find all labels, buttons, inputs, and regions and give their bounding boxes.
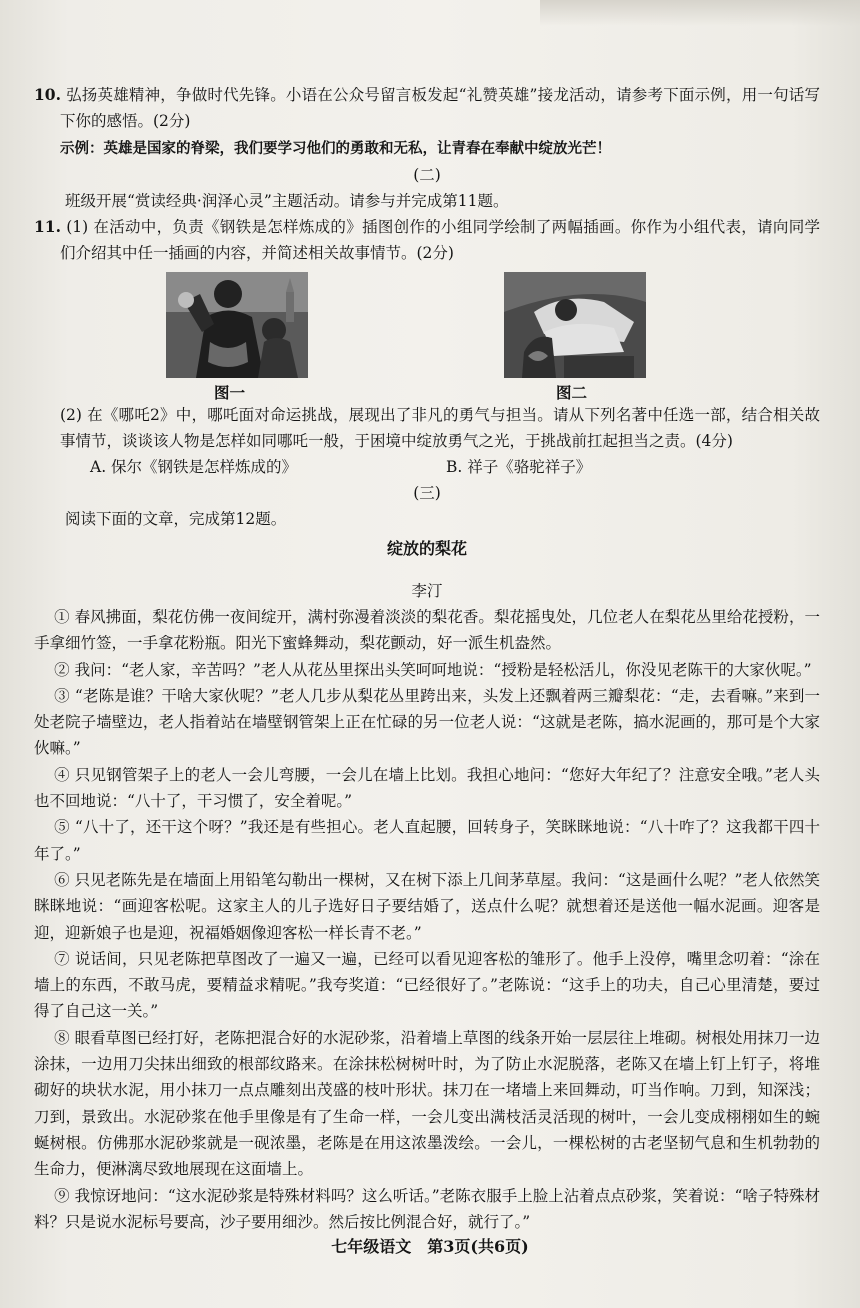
section-3-intro: 阅读下面的文章，完成第12题。	[65, 510, 287, 528]
section-2-intro: 班级开展“赏读经典·润泽心灵”主题活动。请参与并完成第11题。	[65, 192, 509, 210]
question-11-number: 11.	[34, 217, 61, 236]
article-author: 李汀	[411, 582, 443, 600]
page-edge-shadow	[540, 0, 860, 26]
illustrations	[34, 272, 820, 402]
question-11-part-1	[34, 214, 820, 266]
article-paragraph: ① 春风拂面，梨花仿佛一夜间绽开，满村弥漫着淡淡的梨花香。梨花摇曳处，几位老人在梨花丛里给花授粉，一手拿细竹签，一手拿花粉瓶。阳光下蜜蜂舞动，梨花颤动，好一派生机盎然。	[34, 608, 820, 653]
article-paragraph: ⑨ 我惊讶地问：“这水泥砂浆是特殊材料吗？这么听话。”老陈衣服手上脸上沾着点点砂浆，笑着说：“啥子特殊材料？只是说水泥标号要高，沙子要用细沙。然后按比例混合好，就行了。”	[34, 1186, 820, 1231]
question-10	[34, 82, 820, 134]
illustration-2-image	[504, 272, 646, 378]
section-2-marker: (二)	[413, 166, 441, 184]
article-paragraph: ⑥ 只见老陈先是在墙面上用铅笔勾勒出一棵树，又在树下添上几间茅草屋。我问：“这是画什么呢？”老人依然笑眯眯地说：“画迎客松呢。这家主人的儿子选好日子要结婚了，送点什么呢？就想着还是送他一幅水泥画。迎客是迎，迎新娘子也是迎，祝福婚姻像迎客松一样长青不老。”	[34, 870, 820, 942]
article-paragraph: ③ “老陈是谁？干啥大家伙呢？”老人几步从梨花丛里跨出来，头发上还飘着两三瓣梨花：“走，去看嘛。”来到一处老院子墙壁边，老人指着站在墙壁钢管架上正在忙碌的另一位老人说：“这就是老陈，搞水泥画的，那可是个大家伙嘛。”	[34, 686, 820, 758]
illustration-2-caption: 图二	[556, 383, 588, 402]
illustration-2-drawing	[504, 272, 646, 378]
article-paragraph: ④ 只见钢管架子上的老人一会儿弯腰，一会儿在墙上比划。我担心地问：“您好大年纪了？注意安全哦。”老人头也不回地说：“八十了，干习惯了，安全着呢。”	[34, 765, 820, 811]
article-title: 绽放的梨花	[386, 539, 467, 558]
question-10-number: 10.	[34, 85, 61, 104]
article-paragraph: ⑧ 眼看草图已经打好，老陈把混合好的水泥砂浆，沿着墙上草图的线条开始一层层往上堆砌。树根处用抹刀一边涂抹，一边用刀尖抹出细致的根部纹路来。在涂抹松树树叶时，为了防止水泥脱落，老陈又在墙上钉上钉子，将堆砌好的块状水泥，用小抹刀一点点雕刻出茂盛的枝叶形状。抹刀在一堵墙上来回舞动，叮当作响。刀到，知深浅；刀到，景致出。水泥砂浆在他手里像是有了生命一样，一会儿变出满枝活灵活现的树叶，一会儿变成栩栩如生的蜿蜒树根。仿佛那水泥砂浆就是一砚浓墨，老陈是在用这浓墨泼绘。一会儿，一棵松树的古老坚韧气息和生机勃勃的生命力，便淋漓尽致地展现在这面墙上。	[34, 1028, 820, 1179]
illustration-1-drawing	[166, 272, 308, 378]
illustration-1-image	[166, 272, 308, 378]
article-paragraph: ⑤ “八十了，还干这个呀？”我还是有些担心。老人直起腰，回转身子，笑眯眯地说：“八十咋了？这我都干四十年了。”	[34, 818, 820, 863]
question-11-part-1-text: (1) 在活动中，负责《钢铁是怎样炼成的》插图创作的小组同学绘制了两幅插画。你作为小组代表，请向同学们介绍其中任一插画的内容，并简述相关故事情节。(2分)	[60, 218, 820, 262]
article-paragraph: ② 我问：“老人家，辛苦吗？”老人从花丛里探出头笑呵呵地说：“授粉是轻松活儿，你没见老陈干的大家伙呢。”	[54, 660, 812, 679]
question-11-part-2: (2) 在《哪吒2》中，哪吒面对命运挑战，展现出了非凡的勇气与担当。请从下列名著中任选一部，结合相关故事情节，谈谈该人物是怎样如同哪吒一般，于困境中绽放勇气之光，于挑战前扛起担当之责。(4分)	[60, 406, 820, 450]
question-10-text: 弘扬英雄精神，争做时代先锋。小语在公众号留言板发起“礼赞英雄”接龙活动，请参考下面示例，用一句话写下你的感悟。(2分)	[60, 86, 820, 130]
option-a: A. 保尔《钢铁是怎样炼成的》	[90, 458, 298, 476]
illustration-1-caption: 图一	[214, 383, 246, 402]
question-11-options	[34, 454, 820, 480]
article-body	[34, 604, 820, 1235]
question-10-example: 示例：英雄是国家的脊梁，我们要学习他们的勇敢和无私，让青春在奉献中绽放光芒！	[60, 140, 611, 157]
section-3-marker: (三)	[413, 484, 441, 502]
article-paragraph: ⑦ 说话间，只见老陈把草图改了一遍又一遍，已经可以看见迎客松的雏形了。他手上没停，嘴里念叨着：“涂在墙上的东西，不敢马虎，要精益求精呢。”我夸奖道：“已经很好了。”老陈说：“这手上的功夫，自己心里清楚，要过得了自己这一关。”	[34, 949, 820, 1021]
page-footer: 七年级语文 第3页(共6页)	[331, 1237, 529, 1256]
option-b: B. 祥子《骆驼祥子》	[446, 458, 592, 476]
page-content	[34, 82, 820, 1235]
